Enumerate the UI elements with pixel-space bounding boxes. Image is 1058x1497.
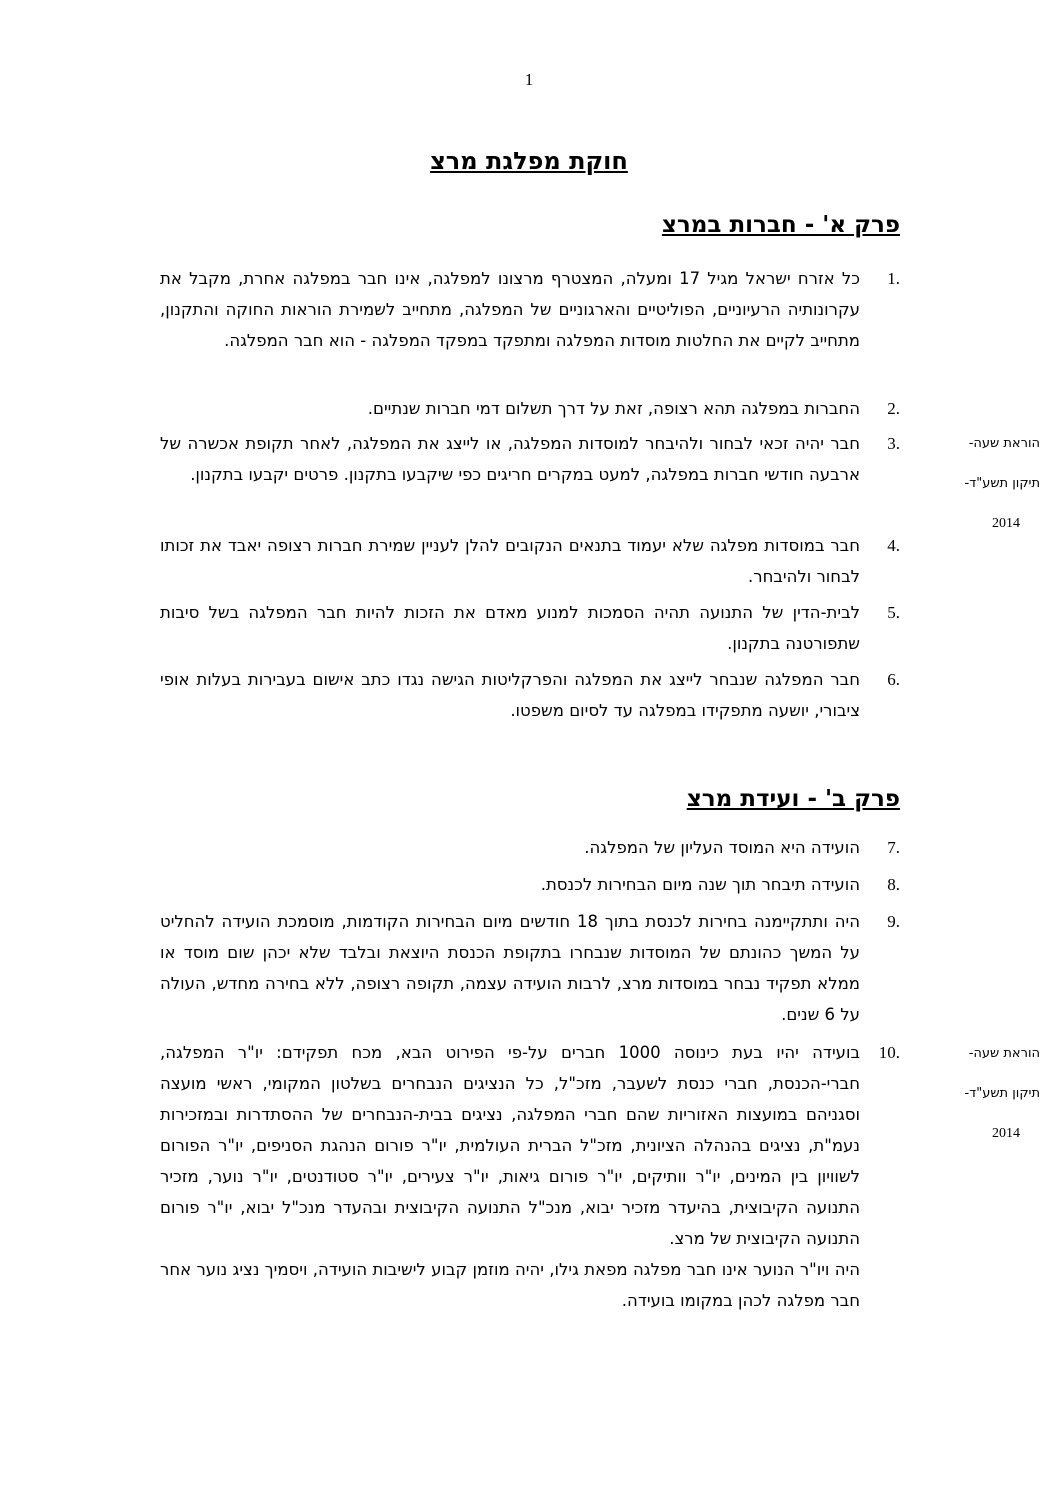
chapter-a-heading: פרק א' - חברות במרצ xyxy=(661,212,900,238)
clause-5 xyxy=(160,597,900,659)
side-note-year: 2014 xyxy=(992,1126,1020,1141)
chapter-b-heading: פרק ב' - ועידת מרצ xyxy=(686,786,900,812)
clause-9 xyxy=(160,906,900,1030)
clause-6 xyxy=(160,664,900,726)
clause-number: 10. xyxy=(878,1043,900,1062)
side-note-temporary-provision xyxy=(920,1034,1040,1154)
clause-paragraph: בועידה יהיו בעת כינוסה 1000 חברים על-פי הפירוט הבא, מכח תפקידם: יו"ר המפלגה, חברי-הכנסת, חברי כנסת לשעבר, מזכ"ל, כל הנציגים הנבחרים בשלטון המקומי, ראשי מועצה וסגניהם במועצות האזוריות שהם חברי המפלגה, נציגים בבית-הנבחרים של ההסתדרות ובמזכירות נעמ"ת, נציגים בהנהלה הציונית, מזכ"ל הברית העולמית, יו"ר פורום הנהגת הסניפים, יו"ר הפורום לשוויון בין המינים, יו"ר וותיקים, יו"ר פורום גיאות, יו"ר צעירים, יו"ר סטודנטים, יו"ר נוער, מזכיר התנועה הקיבוצית, בהיעדר מזכיר יבוא, מנכ"ל התנועה הקיבוצית ובהעדר מנכ"ל יבוא, יו"ר פורום התנועה הקיבוצית של מרצ. xyxy=(160,1043,860,1248)
clause-number: 4. xyxy=(887,536,900,555)
clause-number: 8. xyxy=(887,875,900,894)
clause-8 xyxy=(160,869,900,900)
side-note-line: הוראת שעה- xyxy=(968,1046,1040,1061)
clause-text: הועידה היא המוסד העליון של המפלגה. xyxy=(584,838,860,857)
side-note-line: תיקון תשע"ד- xyxy=(964,1086,1040,1101)
clause-number: 3. xyxy=(887,434,900,453)
clause-2 xyxy=(160,393,900,424)
clause-text: לבית-הדין של התנועה תהיה הסמכות למנוע מאדם את הזכות להיות חבר המפלגה בשל סיבות שתפורטנה בתקנון. xyxy=(160,603,860,653)
clause-text: כל אזרח ישראל מגיל 17 ומעלה, המצטרף מרצונו למפלגה, אינו חבר במפלגה אחרת, מקבל את עקרונותיה הרעיוניים, הפוליטיים והארגוניים של המפלגה, מתחייב לשמירת הוראות החוקה והתקנון, מתחייב לקיים את החלטות מוסדות המפלגה ומתפקד במפקד המפלגה - הוא חבר המפלגה. xyxy=(160,269,861,350)
clause-10 xyxy=(160,1037,900,1316)
clause-4 xyxy=(160,530,900,592)
clause-number: 7. xyxy=(887,838,900,857)
clause-text: החברות במפלגה תהא רצופה, זאת על דרך תשלום דמי חברות שנתיים. xyxy=(367,399,860,418)
document-title: חוקת מפלגת מרצ xyxy=(430,147,628,175)
clause-number: 9. xyxy=(887,912,900,931)
clause-number: 2. xyxy=(887,399,900,418)
clause-number: 1. xyxy=(887,269,900,288)
clause-text: חבר יהיה זכאי לבחור ולהיבחר למוסדות המפלגה, או לייצג את המפלגה, לאחר תקופת אכשרה של ארבעה חודשי חברות במפלגה, למעט במקרים חריגים כפי שיקבעו בתקנון. פרטים יקבעו בתקנון. xyxy=(160,434,860,484)
page-number: 1 xyxy=(524,70,534,89)
clause-paragraph: היה ויו"ר הנוער אינו חבר מפלגה מפאת גילו, יהיה מוזמן קבוע לישיבות הועידה, ויסמיך נציג נוער אחר חבר מפלגה לכהן במקומו בועידה. xyxy=(160,1260,860,1310)
side-note-year: 2014 xyxy=(992,516,1020,531)
clause-1 xyxy=(160,263,900,356)
side-note-line: הוראת שעה- xyxy=(968,436,1040,451)
clause-text: חבר במוסדות מפלגה שלא יעמוד בתנאים הנקובים להלן לעניין שמירת חברות רצופה יאבד את זכותו לבחור ולהיבחר. xyxy=(160,536,860,586)
side-note-temporary-provision xyxy=(920,424,1040,544)
clause-number: 6. xyxy=(887,670,900,689)
clause-3 xyxy=(160,428,900,490)
side-note-line: תיקון תשע"ד- xyxy=(964,476,1040,491)
clause-text xyxy=(160,1037,860,1316)
clause-text: הועידה תיבחר תוך שנה מיום הבחירות לכנסת. xyxy=(540,875,860,894)
clause-number: 5. xyxy=(887,603,900,622)
clause-text: חבר המפלגה שנבחר לייצג את המפלגה והפרקליטות הגישה נגדו כתב אישום בעבירות בעלות אופי ציבורי, יושעה מתפקידו במפלגה עד לסיום משפטו. xyxy=(160,670,860,720)
clause-7 xyxy=(160,832,900,863)
clause-text: היה ותתקיימנה בחירות לכנסת בתוך 18 חודשים מיום הבחירות הקודמות, מוסמכת הועידה להחליט על המשך כהונתם של המוסדות שנבחרו בתקופת הכנסת היוצאת ובלבד שלא יכהן שום מוסד או ממלא תפקיד נבחר במוסדות מרצ, לרבות הועידה עצמה, תקופה רצופה, ללא בחירה מחדש, העולה על 6 שנים. xyxy=(160,912,860,1024)
